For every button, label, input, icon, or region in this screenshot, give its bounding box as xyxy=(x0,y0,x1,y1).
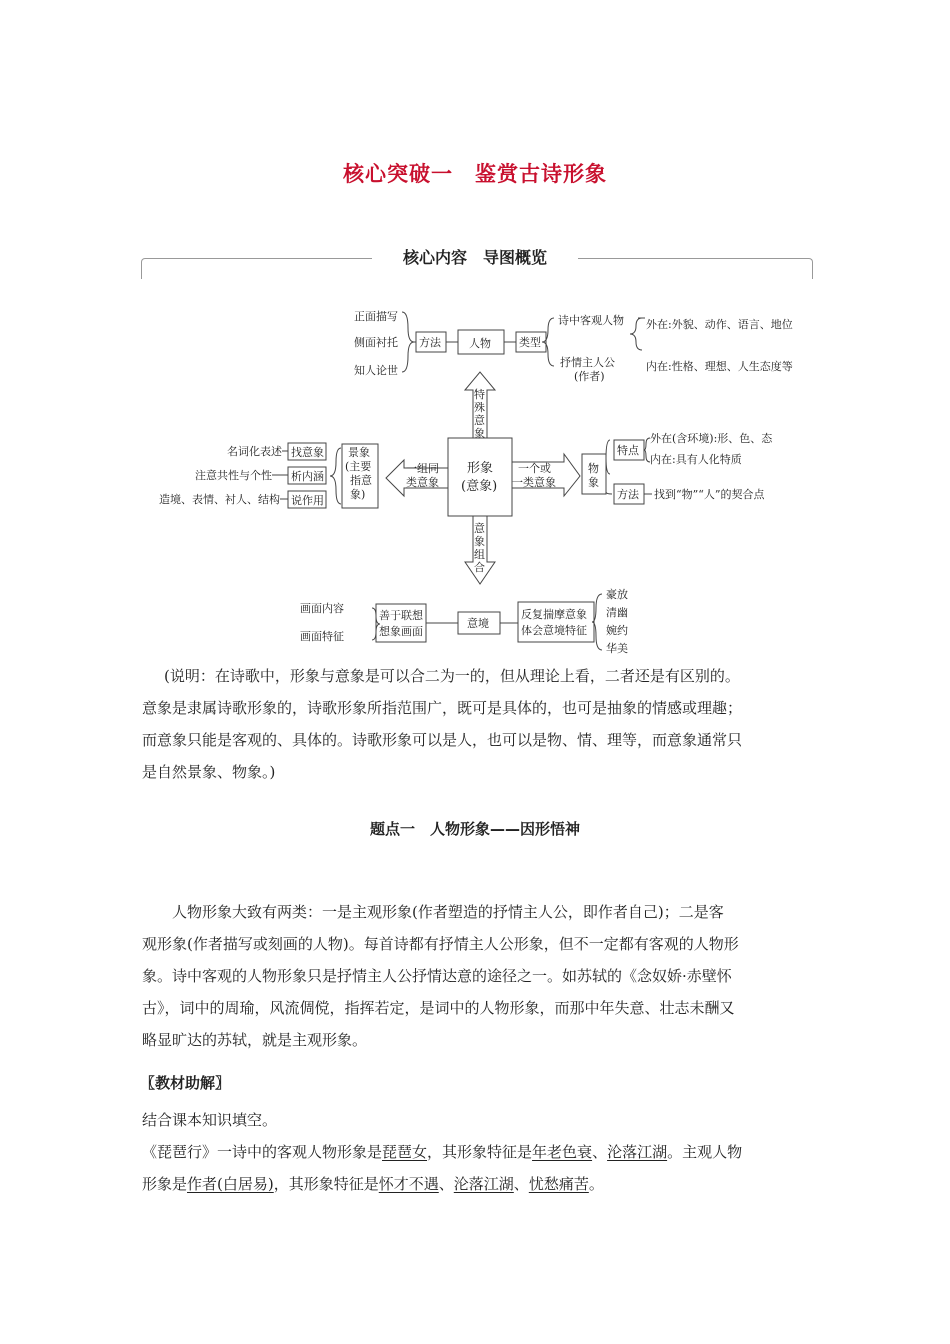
answer-wandering: 沦落江湖 xyxy=(607,1143,668,1161)
exercise-block xyxy=(142,1104,822,1200)
exercise-text: 、 xyxy=(513,1175,529,1193)
scene-image-2: (主要 xyxy=(345,460,372,473)
exercise-intro: 结合课本知识填空。 xyxy=(142,1111,278,1129)
scene-image-1: 景象 xyxy=(348,446,370,459)
special-image-2: 殊 xyxy=(474,401,485,414)
object-image-1: 物 xyxy=(588,462,599,475)
style-1: 豪放 xyxy=(606,588,628,601)
match-text: 找到“物”“人”的契合点 xyxy=(654,488,765,501)
section-title: 核心内容 导图概览 xyxy=(402,248,547,267)
one-or-2: 一类意象 xyxy=(512,476,556,489)
find-image-box: 找意象 xyxy=(291,446,324,459)
bottom-left-1: 画面内容 xyxy=(300,602,344,615)
image-combo-4: 合 xyxy=(474,561,485,574)
person-box-label: 人物 xyxy=(469,337,491,350)
method-item-3: 知人论世 xyxy=(354,364,398,377)
answer-author: 作者(白居易) xyxy=(187,1175,274,1193)
special-image-3: 意 xyxy=(474,414,485,427)
note-line: (说明：在诗歌中，形象与意象是可以合二为一的，但从理论上看，二者还是有区别的。 xyxy=(164,667,740,685)
scene-image-4: 象) xyxy=(350,488,366,501)
repeat-2: 体会意境特征 xyxy=(521,624,587,637)
note-line: 是自然景象、物象。) xyxy=(142,763,276,781)
mood-box: 意境 xyxy=(467,617,489,630)
answer-sorrow: 忧愁痛苦 xyxy=(528,1175,589,1193)
center-sublabel: (意象) xyxy=(461,479,498,494)
body-line: 古》，词中的周瑜，风流倜傥，指挥若定，是词中的人物形象，而那中年失意、壮志未酬又 xyxy=(142,999,735,1017)
left-item-2: 注意共性与个性 xyxy=(195,469,272,482)
method-item-1: 正面描写 xyxy=(354,310,398,323)
style-3: 婉约 xyxy=(606,624,628,637)
inner-traits: 内在:性格、理想、人生态度等 xyxy=(646,360,793,373)
sub-title: 题点一 人物形象——因形悟神 xyxy=(369,820,580,838)
note-line: 意象是隶属诗歌形象的，诗歌形象所指范围广，既可是具体的，也可是抽象的情感或理趣； xyxy=(142,699,743,717)
method-box-label: 方法 xyxy=(419,336,441,349)
answer-wandering-2: 沦落江湖 xyxy=(453,1175,514,1193)
answer-pipa-girl: 琵琶女 xyxy=(382,1143,428,1161)
group-image-2: 类意象 xyxy=(406,476,439,489)
mind-map-diagram xyxy=(140,290,810,660)
body-line: 象。诗中客观的人物形象只是抒情主人公抒情达意的途径之一。如苏轼的《念奴娇·赤壁怀 xyxy=(142,967,732,985)
explain-function-box: 说作用 xyxy=(291,494,324,507)
image-combo-3: 组 xyxy=(474,548,485,561)
group-image-1: 一组同 xyxy=(406,462,439,475)
exercise-text: 形象是 xyxy=(142,1175,188,1193)
special-image-4: 象 xyxy=(474,427,485,440)
objective-person: 诗中客观人物 xyxy=(558,314,624,327)
outer-traits: 外在:外貌、动作、语言、地位 xyxy=(646,318,793,331)
exercise-text: 、 xyxy=(592,1143,608,1161)
exercise-text: 、 xyxy=(438,1175,454,1193)
style-4: 华美 xyxy=(606,642,628,655)
answer-old-age: 年老色衰 xyxy=(532,1143,593,1161)
textbook-help-tag: 〖教材助解〗 xyxy=(140,1074,231,1092)
feature-inner: 内在:具有人化特质 xyxy=(650,453,742,466)
page-title: 核心突破一 鉴赏古诗形象 xyxy=(343,162,607,186)
lyric-subject: 抒情主人公 xyxy=(560,356,615,369)
body-line: 略显旷达的苏轼，就是主观形象。 xyxy=(142,1031,368,1049)
exercise-line-1 xyxy=(142,1136,822,1168)
body-line: 观形象(作者描写或刻画的人物)。每首诗都有抒情主人公形象，但不一定都有客观的人物形 xyxy=(142,935,739,953)
note-paragraph xyxy=(142,660,822,788)
body-line: 人物形象大致有两类：一是主观形象(作者塑造的抒情主人公，即作者自己)；二是客 xyxy=(142,903,724,921)
left-item-3: 造境、表情、衬人、结构 xyxy=(159,493,280,506)
style-2: 清幽 xyxy=(606,606,628,619)
method-item-2: 侧面衬托 xyxy=(354,336,398,349)
bottom-left-2: 画面特征 xyxy=(300,630,344,643)
one-or-1: 一个或 xyxy=(518,462,551,475)
method2-box: 方法 xyxy=(617,488,639,501)
object-image-2: 象 xyxy=(588,476,599,489)
image-combo-2: 象 xyxy=(474,535,485,548)
left-item-1: 名词化表述 xyxy=(227,445,282,458)
scene-image-3: 指意 xyxy=(350,474,372,487)
exercise-text: 。 xyxy=(588,1175,604,1193)
note-line: 而意象只能是客观的、具体的。诗歌形象可以是人，也可以是物、情、理等，而意象通常只 xyxy=(142,731,743,749)
exercise-text: 《琵琶行》一诗中的客观人物形象是 xyxy=(142,1143,383,1161)
repeat-1: 反复揣摩意象 xyxy=(521,608,587,621)
exercise-text: ，其形象特征是 xyxy=(427,1143,533,1161)
answer-unrecognized-talent: 怀才不遇 xyxy=(378,1175,439,1193)
analyze-meaning-box: 析内涵 xyxy=(291,470,324,483)
assoc-1: 善于联想 xyxy=(379,609,423,622)
special-image-1: 特 xyxy=(474,388,485,401)
exercise-line-2 xyxy=(142,1168,822,1200)
assoc-2: 想象画面 xyxy=(379,625,423,638)
type-box-label: 类型 xyxy=(519,336,541,349)
body-paragraph xyxy=(142,896,822,1056)
image-combo-1: 意 xyxy=(474,522,485,535)
feature-box: 特点 xyxy=(617,444,639,457)
lyric-subject-author: (作者) xyxy=(574,370,605,383)
feature-outer: 外在(含环境):形、色、态 xyxy=(650,432,773,445)
center-label: 形象 xyxy=(467,461,494,476)
exercise-text: ，其形象特征是 xyxy=(273,1175,379,1193)
exercise-text: 。主观人物 xyxy=(667,1143,743,1161)
